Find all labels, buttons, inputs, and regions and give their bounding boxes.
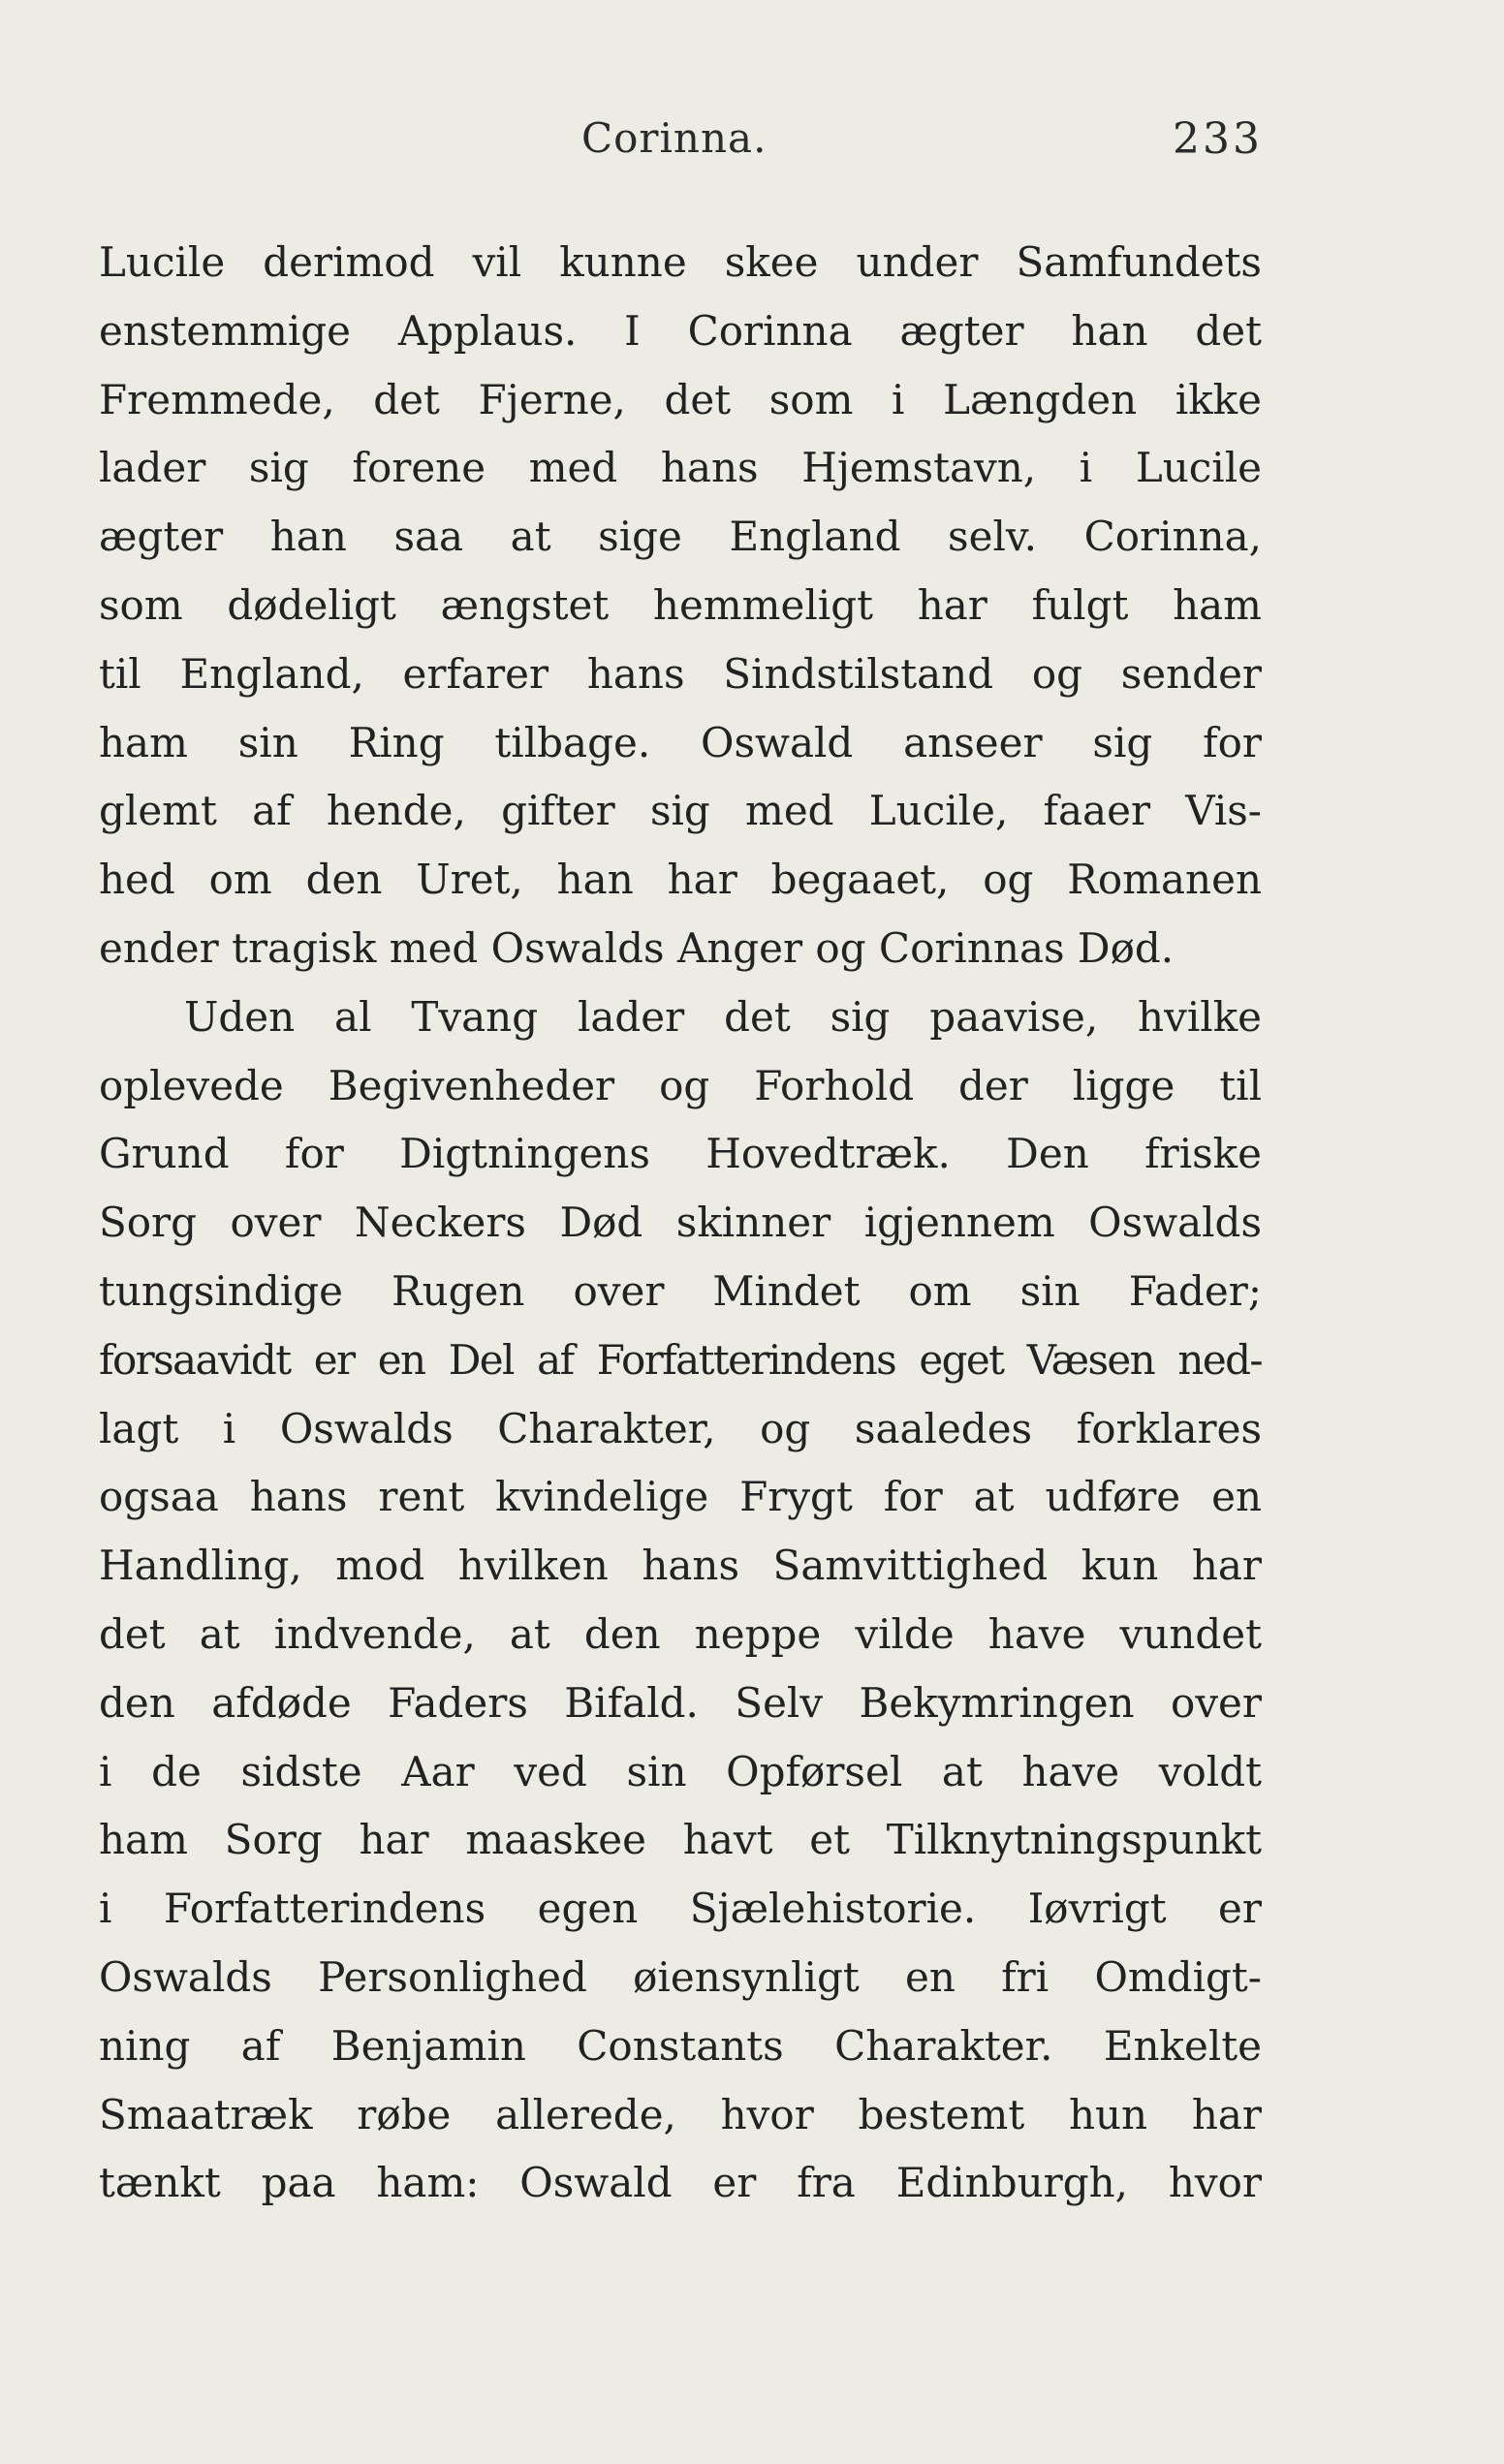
text-line: til England, erfarer hans Sindstilstand og sender [99,649,1262,698]
text-line: Grund for Digtningens Hovedtræk. Den friske [99,1130,1262,1178]
text-line: tungsindige Rugen over Mindet om sin Fader; [99,1266,1262,1315]
running-title: Corinna. [581,114,768,162]
text-line: Fremmede, det Fjerne, det som i Længden ikke [99,375,1262,423]
text-line: ogsaa hans rent kvindelige Frygt for at udføre en [99,1473,1262,1521]
text-line: ning af Benjamin Constants Charakter. Enkelte [99,2021,1262,2070]
text-line: tænkt paa ham: Oswald er fra Edinburgh, hvor [99,2159,1262,2207]
text-line: Oswalds Personlighed øiensynligt en fri Omdigt- [99,1952,1262,2001]
text-line: i Forfatterindens egen Sjælehistorie. Iøvrigt er [99,1885,1262,1933]
text-line: Handling, mod hvilken hans Samvittighed kun har [99,1542,1262,1590]
body-text [99,229,1262,2218]
text-line: i de sidste Aar ved sin Opførsel at have voldt [99,1747,1262,1795]
text-line: ender tragisk med Oswalds Anger og Corinnas Død. [99,923,1175,972]
text-line: lader sig forene med hans Hjemstavn, i Lucile [99,444,1262,492]
page-number: 233 [1173,114,1263,164]
running-head [0,114,1504,172]
text-line: forsaavidt er en Del af Forfatterindens eget Væsen ned- [99,1335,1262,1384]
text-line: Smaatræk røbe allerede, hvor bestemt hun har [99,2090,1262,2138]
text-line: den afdøde Faders Bifald. Selv Bekymringen over [99,1678,1262,1727]
text-line: ham sin Ring tilbage. Oswald anseer sig for [99,718,1262,766]
text-line: Sorg over Neckers Død skinner igjennem Oswalds [99,1199,1262,1247]
text-line: enstemmige Applaus. I Corinna ægter han det [99,306,1262,355]
text-line: ægter han saa at sige England selv. Corinna, [99,513,1262,561]
text-line: det at indvende, at den neppe vilde have vundet [99,1609,1262,1658]
text-line: Lucile derimod vil kunne skee under Samfundets [99,238,1262,286]
text-line: hed om den Uret, han har begaaet, og Romanen [99,856,1262,904]
text-line: som dødeligt ængstet hemmeligt har fulgt ham [99,580,1262,629]
text-line: lagt i Oswalds Charakter, og saaledes forklares [99,1404,1262,1452]
text-line: Uden al Tvang lader det sig paavise, hvilke [184,992,1262,1041]
text-line: ham Sorg har maaskee havt et Tilknytningspunkt [99,1816,1262,1864]
text-line: glemt af hende, gifter sig med Lucile, faaer Vis- [99,787,1262,835]
text-line: oplevede Begivenheder og Forhold der ligge til [99,1061,1262,1109]
